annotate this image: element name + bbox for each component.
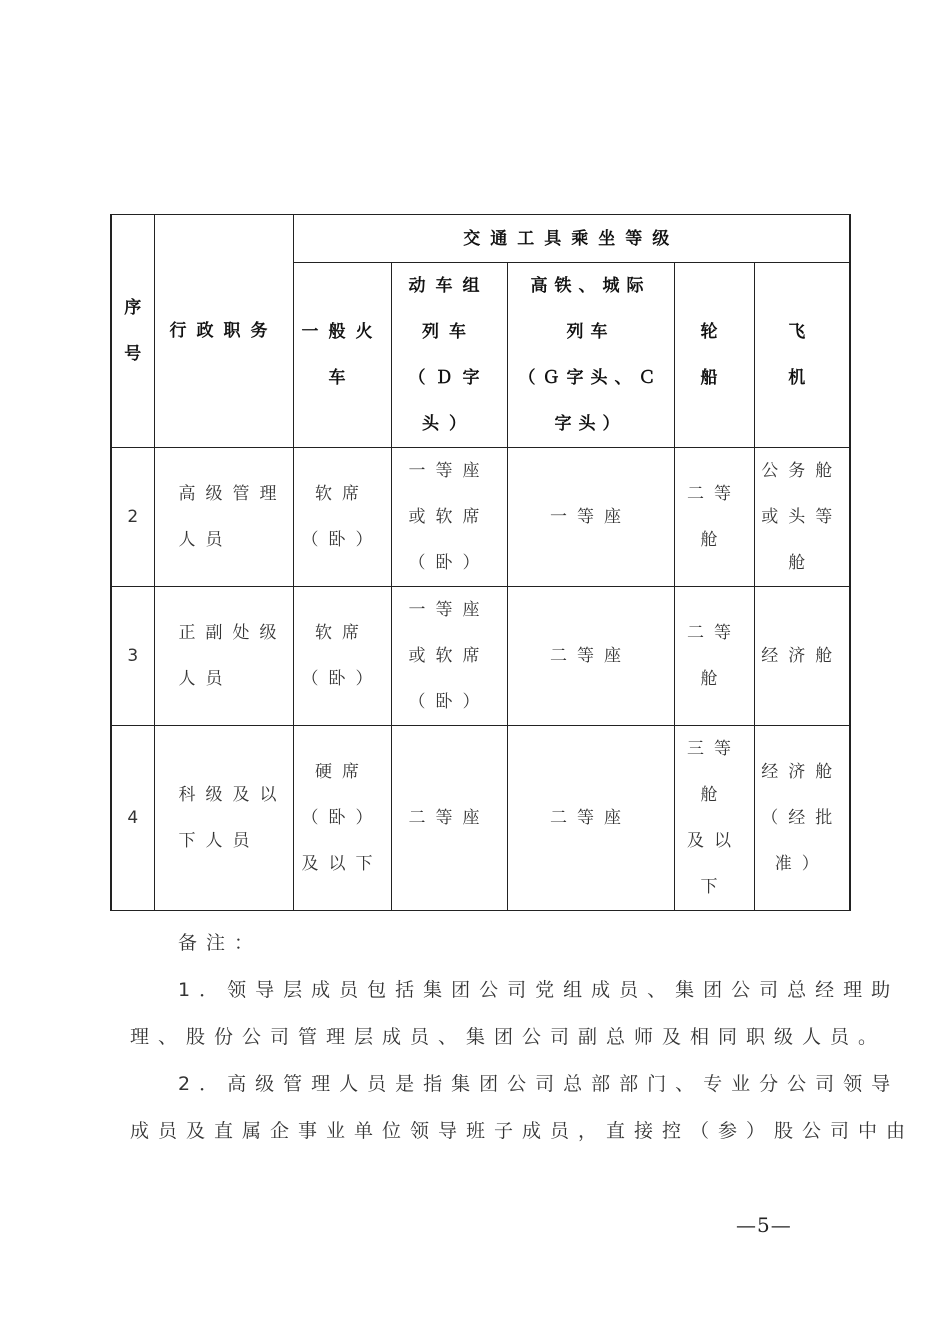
cell-emu-train: [391, 726, 507, 911]
row-seq: 2: [111, 448, 154, 587]
row-position: [154, 448, 293, 587]
cell-ordinary-train: [293, 587, 391, 726]
header-position-text: 行政职务: [169, 321, 278, 341]
row-position: [154, 587, 293, 726]
cell-line: 人员: [178, 530, 233, 550]
header-col-ship: [674, 263, 754, 448]
cell-line: 下人员: [178, 831, 260, 851]
note-item-1: 1．领导层成员包括集团公司党组成员、集团公司总经理助: [178, 979, 900, 1001]
cell-line: （卧）: [408, 553, 490, 573]
cell-high-speed: [507, 587, 674, 726]
header-line: 机: [788, 368, 816, 388]
cell-plane: [754, 726, 850, 911]
notes-section: [130, 920, 915, 1155]
cell-line: （卧）: [301, 808, 383, 828]
header-seq-line: 号: [124, 344, 142, 364]
table-row: [111, 448, 850, 587]
cell-ordinary-train: [293, 448, 391, 587]
header-line: （Ｇ字头、Ｃ: [518, 368, 663, 388]
header-line: （Ｄ字: [408, 368, 490, 388]
cell-line: （卧）: [301, 669, 383, 689]
cell-line: 一等座: [550, 507, 631, 527]
cell-line: 一等座: [408, 600, 490, 620]
cell-line: （经批: [761, 808, 843, 828]
header-line: 列车: [566, 322, 615, 342]
header-line: 轮: [700, 322, 728, 342]
table-row: [111, 726, 850, 911]
table-row: [111, 587, 850, 726]
cell-line: 或头等: [761, 507, 843, 527]
cell-line: 二等座: [550, 808, 631, 828]
cell-emu-train: [391, 448, 507, 587]
cell-line: 人员: [178, 669, 233, 689]
header-line: 高铁、城际: [530, 276, 651, 296]
cell-line: 或软席: [408, 507, 490, 527]
header-col-ordinary-train: [293, 263, 391, 448]
cell-line: 或软席: [408, 646, 490, 666]
travel-class-table: [110, 214, 851, 911]
cell-line: 正副处级: [178, 623, 287, 643]
cell-line: （卧）: [301, 530, 383, 550]
header-seq: [111, 215, 154, 448]
cell-ship: [674, 587, 754, 726]
header-line: 一般火: [301, 322, 383, 342]
note-item-2-cont: 成员及直属企事业单位领导班子成员，直接控（参）股公司中由: [130, 1120, 915, 1142]
row-seq: 3: [111, 587, 154, 726]
cell-line: 舱: [700, 669, 728, 689]
cell-line: 舱: [788, 553, 816, 573]
cell-line: 一等座: [408, 461, 490, 481]
page-number: —5—: [736, 1213, 792, 1237]
cell-line: 二等: [687, 623, 741, 643]
cell-line: 二等座: [550, 646, 631, 666]
cell-line: 舱: [700, 785, 728, 805]
header-group-text: 交通工具乘坐等级: [463, 228, 680, 249]
cell-line: （卧）: [408, 692, 490, 712]
note-item-2: 2．高级管理人员是指集团公司总部部门、专业分公司领导: [178, 1073, 900, 1095]
cell-high-speed: [507, 726, 674, 911]
note-item-1-cont: 理、股份公司管理层成员、集团公司副总师及相同职级人员。: [130, 1026, 887, 1048]
cell-line: 经济舱: [761, 762, 843, 782]
header-group: [293, 215, 850, 263]
header-line: 动车组: [408, 276, 490, 296]
cell-line: 软席: [315, 623, 369, 643]
cell-line: 科级及以: [178, 785, 287, 805]
header-col-emu-train: [391, 263, 507, 448]
cell-line: 及以下: [301, 854, 383, 874]
cell-line: 二等: [687, 484, 741, 504]
cell-plane: [754, 587, 850, 726]
cell-line: 下: [700, 877, 728, 897]
cell-line: 经济舱: [761, 646, 843, 666]
header-position: [154, 215, 293, 448]
cell-ship: [674, 448, 754, 587]
header-line: 车: [328, 368, 356, 388]
header-line: 头）: [422, 414, 476, 434]
header-line: 列车: [422, 322, 476, 342]
header-col-plane: [754, 263, 850, 448]
header-line: 飞: [788, 322, 816, 342]
cell-line: 软席: [315, 484, 369, 504]
cell-line: 公务舱: [761, 461, 843, 481]
cell-high-speed: [507, 448, 674, 587]
cell-line: 及以: [687, 831, 741, 851]
header-seq-line: 序: [124, 298, 142, 318]
cell-plane: [754, 448, 850, 587]
header-line: 字头）: [554, 414, 627, 434]
row-seq: 4: [111, 726, 154, 911]
cell-line: 硬席: [315, 762, 369, 782]
row-position: [154, 726, 293, 911]
cell-line: 准）: [774, 854, 829, 874]
cell-ordinary-train: [293, 726, 391, 911]
cell-emu-train: [391, 587, 507, 726]
header-col-high-speed: [507, 263, 674, 448]
cell-line: 舱: [700, 530, 728, 550]
cell-ship: [674, 726, 754, 911]
cell-line: 二等座: [408, 808, 490, 828]
header-line: 船: [700, 368, 728, 388]
notes-heading: 备注：: [178, 932, 263, 954]
cell-line: 高级管理: [178, 484, 287, 504]
cell-line: 三等: [687, 739, 741, 759]
